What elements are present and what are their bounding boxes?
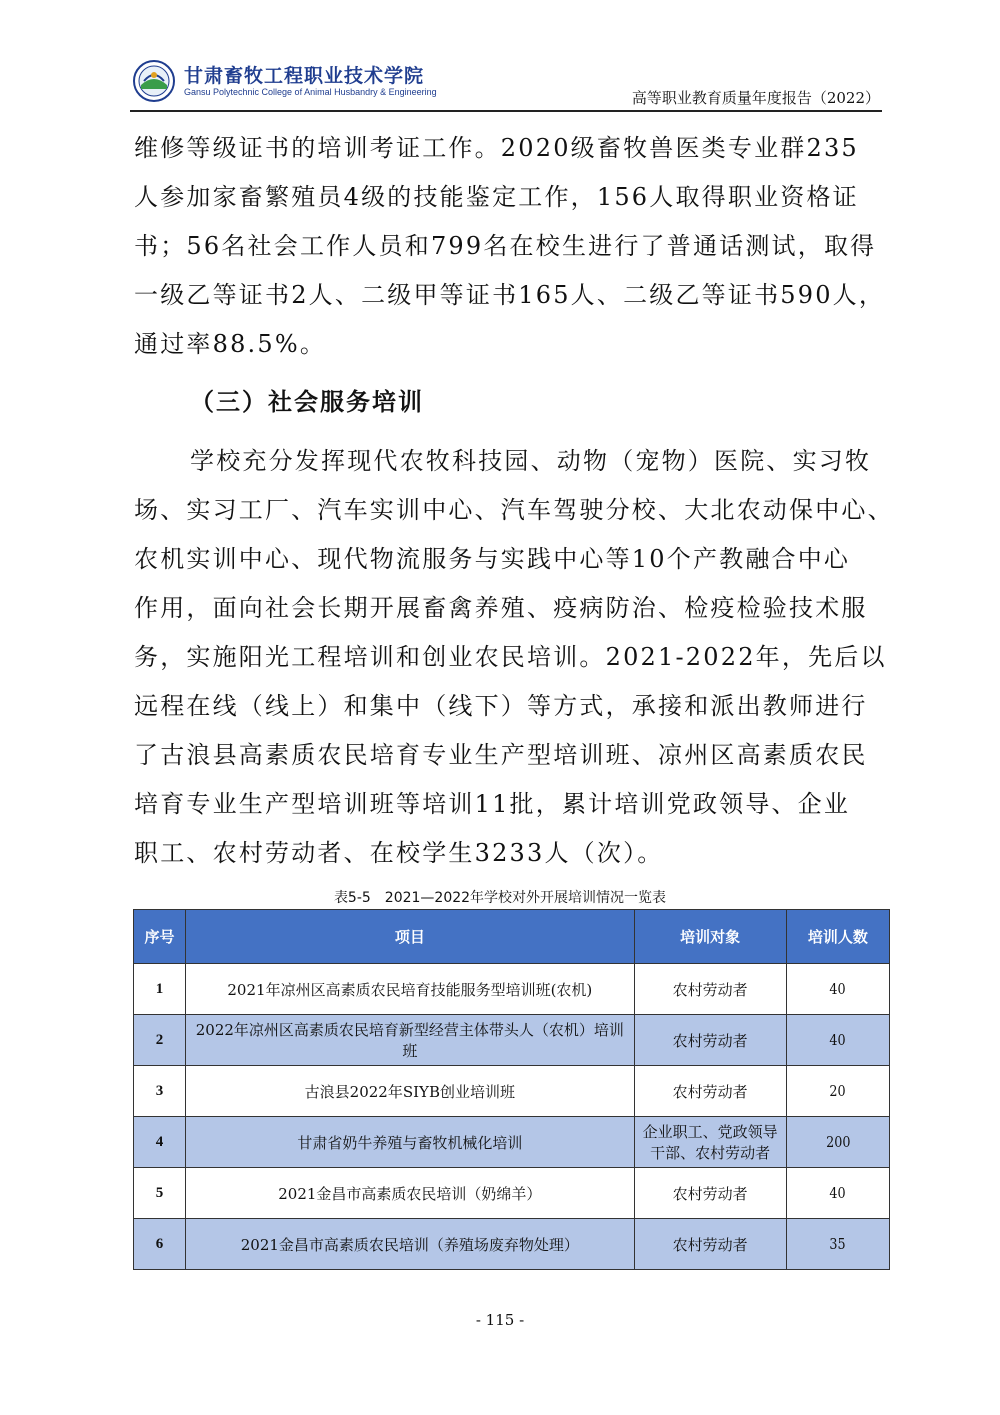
count-value: 40 xyxy=(829,980,847,998)
cell-count xyxy=(786,1117,889,1168)
cell-target: 企业职工、党政领导干部、农村劳动者 xyxy=(634,1117,786,1168)
header-target: 培训对象 xyxy=(634,910,786,964)
cell-count xyxy=(786,1219,889,1270)
table-row xyxy=(134,1168,890,1219)
cell-count xyxy=(786,964,889,1015)
cell-no: 2 xyxy=(134,1015,186,1066)
text-line: 培育专业生产型培训班等培训11批，累计培训党政领导、企业 xyxy=(134,790,851,818)
cell-no: 3 xyxy=(134,1066,186,1117)
cell-no: 4 xyxy=(134,1117,186,1168)
cell-target: 农村劳动者 xyxy=(634,1015,786,1066)
cell-project: 2022年凉州区高素质农民培育新型经营主体带头人（农机）培训班 xyxy=(186,1015,634,1066)
table-row xyxy=(134,1117,890,1168)
cell-target: 农村劳动者 xyxy=(634,1219,786,1270)
header-project: 项目 xyxy=(186,910,634,964)
text-line: 作用，面向社会长期开展畜禽养殖、疫病防治、检疫检验技术服 xyxy=(134,594,868,622)
table-row xyxy=(134,1219,890,1270)
table-caption: 表5-5 2021—2022年学校对外开展培训情况一览表 xyxy=(333,890,667,906)
cell-count xyxy=(786,1015,889,1066)
school-name-en: Gansu Polytechnic College of Animal Husbandry & Engineering xyxy=(184,87,437,97)
count-value: 35 xyxy=(829,1235,847,1253)
paragraph-certification xyxy=(134,124,884,369)
table-row xyxy=(134,964,890,1015)
text-line: 维修等级证书的培训考证工作。2020级畜牧兽医类专业群235 xyxy=(134,134,859,162)
text-line: 学校充分发挥现代农牧科技园、动物（宠物）医院、实习牧 xyxy=(190,447,872,475)
text-line: 职工、农村劳动者、在校学生3233人（次）。 xyxy=(134,839,664,867)
text-line: 农机实训中心、现代物流服务与实践中心等10个产教融合中心 xyxy=(134,545,851,573)
count-value: 40 xyxy=(829,1031,847,1049)
cell-target: 农村劳动者 xyxy=(634,964,786,1015)
header-no: 序号 xyxy=(134,910,186,964)
cell-no: 6 xyxy=(134,1219,186,1270)
cell-project: 2021年凉州区高素质农民培育技能服务型培训班(农机) xyxy=(186,964,634,1015)
cell-count xyxy=(786,1168,889,1219)
text-line: 场、实习工厂、汽车实训中心、汽车驾驶分校、大北农动保中心、 xyxy=(134,496,894,524)
report-title: 高等职业教育质量年度报告（2022） xyxy=(631,89,880,107)
table-header-row xyxy=(134,910,890,964)
cell-project: 2021金昌市高素质农民培训（养殖场废弃物处理） xyxy=(186,1219,634,1270)
paragraph-social-service xyxy=(134,437,894,878)
training-table xyxy=(133,909,890,1270)
table-row xyxy=(134,1015,890,1066)
page-header xyxy=(130,55,882,112)
cell-count xyxy=(786,1066,889,1117)
count-value: 40 xyxy=(829,1184,847,1202)
page-number: - 115 - xyxy=(475,1311,525,1329)
header-count: 培训人数 xyxy=(786,910,889,964)
table-row xyxy=(134,1066,890,1117)
cell-project: 古浪县2022年SIYB创业培训班 xyxy=(186,1066,634,1117)
text-line: 人参加家畜繁殖员4级的技能鉴定工作，156人取得职业资格证 xyxy=(134,183,859,211)
cell-target: 农村劳动者 xyxy=(634,1168,786,1219)
cell-no: 1 xyxy=(134,964,186,1015)
cell-target: 农村劳动者 xyxy=(634,1066,786,1117)
count-value: 20 xyxy=(829,1082,847,1100)
text-line: 了古浪县高素质农民培育专业生产型培训班、凉州区高素质农民 xyxy=(134,741,868,769)
count-value: 200 xyxy=(825,1133,851,1151)
cell-no: 5 xyxy=(134,1168,186,1219)
cell-project: 2021金昌市高素质农民培训（奶绵羊） xyxy=(186,1168,634,1219)
text-line: 书；56名社会工作人员和799名在校生进行了普通话测试，取得 xyxy=(134,232,877,260)
text-line: 通过率88.5%。 xyxy=(134,330,327,358)
text-line: 一级乙等证书2人、二级甲等证书165人、二级乙等证书590人， xyxy=(134,281,886,309)
text-line: 务，实施阳光工程培训和创业农民培训。2021-2022年，先后以 xyxy=(134,643,887,671)
text-line: 远程在线（线上）和集中（线下）等方式，承接和派出教师进行 xyxy=(134,692,868,720)
school-name-cn: 甘肃畜牧工程职业技术学院 xyxy=(184,65,425,87)
cell-project: 甘肃省奶牛养殖与畜牧机械化培训 xyxy=(186,1117,634,1168)
section-heading: （三）社会服务培训 xyxy=(190,388,424,416)
school-logo-icon xyxy=(132,59,176,103)
